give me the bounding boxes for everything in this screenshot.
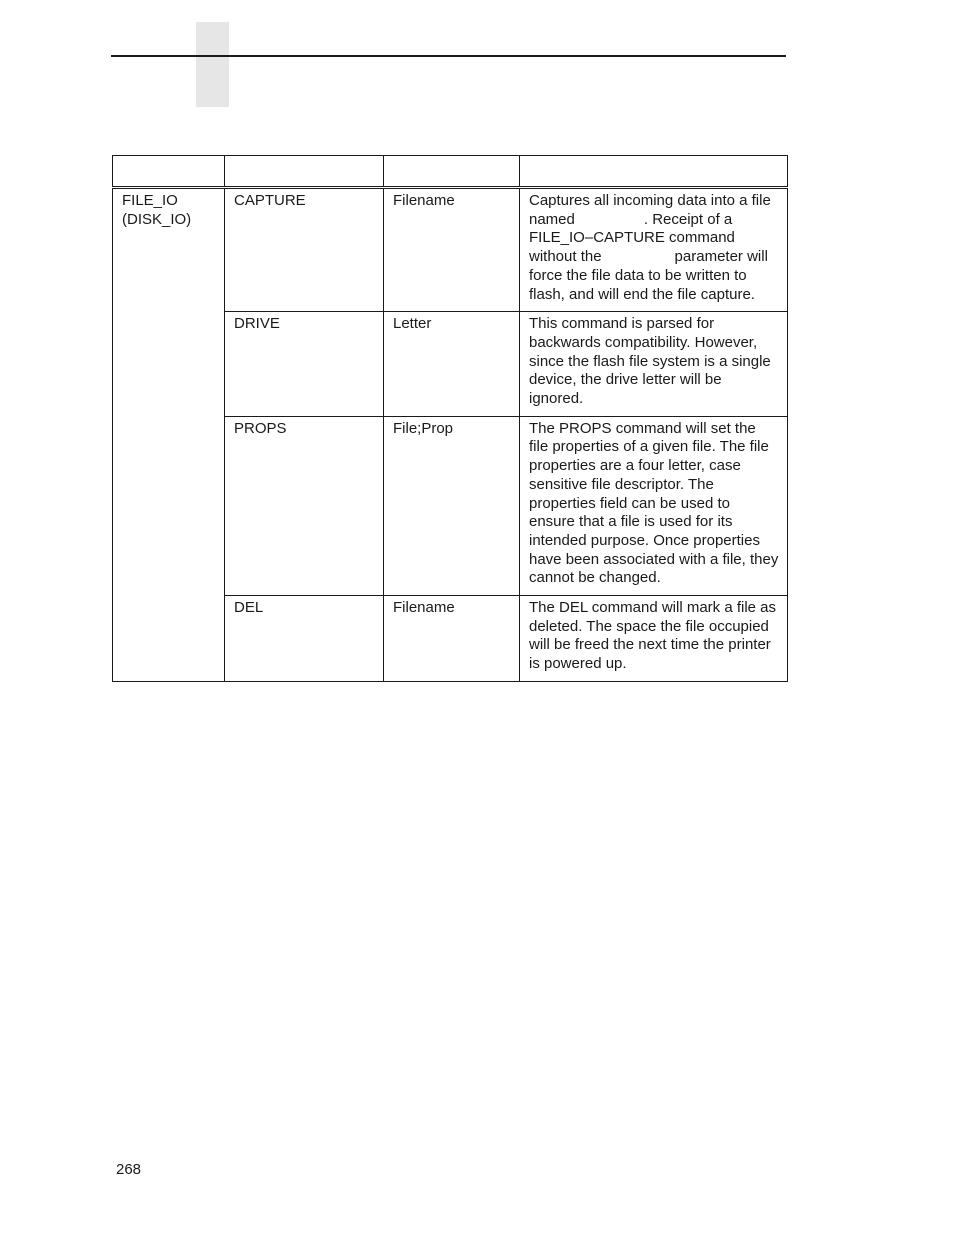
header-rule bbox=[111, 55, 786, 57]
description-cell: The DEL command will mark a file as deleted. The space the file occupied will be freed the next time the printer is powered up. bbox=[520, 596, 788, 682]
header-cell-description bbox=[520, 156, 788, 188]
table-row bbox=[113, 188, 788, 312]
parameter-cell: File;Prop bbox=[384, 416, 520, 595]
subcommand-cell: DEL bbox=[225, 596, 384, 682]
parameter-cell: Filename bbox=[384, 188, 520, 312]
description-line: flash, and will end the file capture. bbox=[529, 285, 755, 303]
description-fragment: without the bbox=[529, 248, 602, 266]
description-cell: The PROPS command will set the file properties of a given file. The file properties are a four letter, case sensitive file descriptor. The properties field can be used to ensure that a file is used for its intended purpose. Once properties have been associated with a file, they cannot be changed. bbox=[520, 416, 788, 595]
subcommand-cell: CAPTURE bbox=[225, 188, 384, 312]
command-cell bbox=[113, 188, 225, 682]
command-name: FILE_IO bbox=[122, 192, 178, 209]
description-fragment: parameter will bbox=[674, 248, 768, 266]
description-line: Captures all incoming data into a file bbox=[529, 192, 771, 209]
command-alias: (DISK_IO) bbox=[122, 210, 192, 228]
description-line: force the file data to be written to bbox=[529, 266, 747, 284]
description-line bbox=[529, 211, 779, 230]
subcommand-cell: PROPS bbox=[225, 416, 384, 595]
parameter-cell: Filename bbox=[384, 596, 520, 682]
chapter-tab bbox=[196, 22, 229, 107]
header-cell-parameter bbox=[384, 156, 520, 188]
command-table bbox=[112, 155, 788, 682]
description-fragment: named bbox=[529, 210, 575, 228]
description-line bbox=[529, 248, 779, 267]
description-fragment: . Receipt of a bbox=[643, 210, 733, 228]
subcommand-cell: DRIVE bbox=[225, 312, 384, 417]
description-line: FILE_IO–CAPTURE command bbox=[529, 229, 735, 247]
page-number: 268 bbox=[116, 1161, 142, 1178]
header-cell-subcommand bbox=[225, 156, 384, 188]
table-header-row bbox=[113, 156, 788, 188]
parameter-cell: Letter bbox=[384, 312, 520, 417]
description-cell bbox=[520, 188, 788, 312]
description-cell: This command is parsed for backwards compatibility. However, since the flash file system is a single device, the drive letter will be ignored. bbox=[520, 312, 788, 417]
header-cell-command bbox=[113, 156, 225, 188]
